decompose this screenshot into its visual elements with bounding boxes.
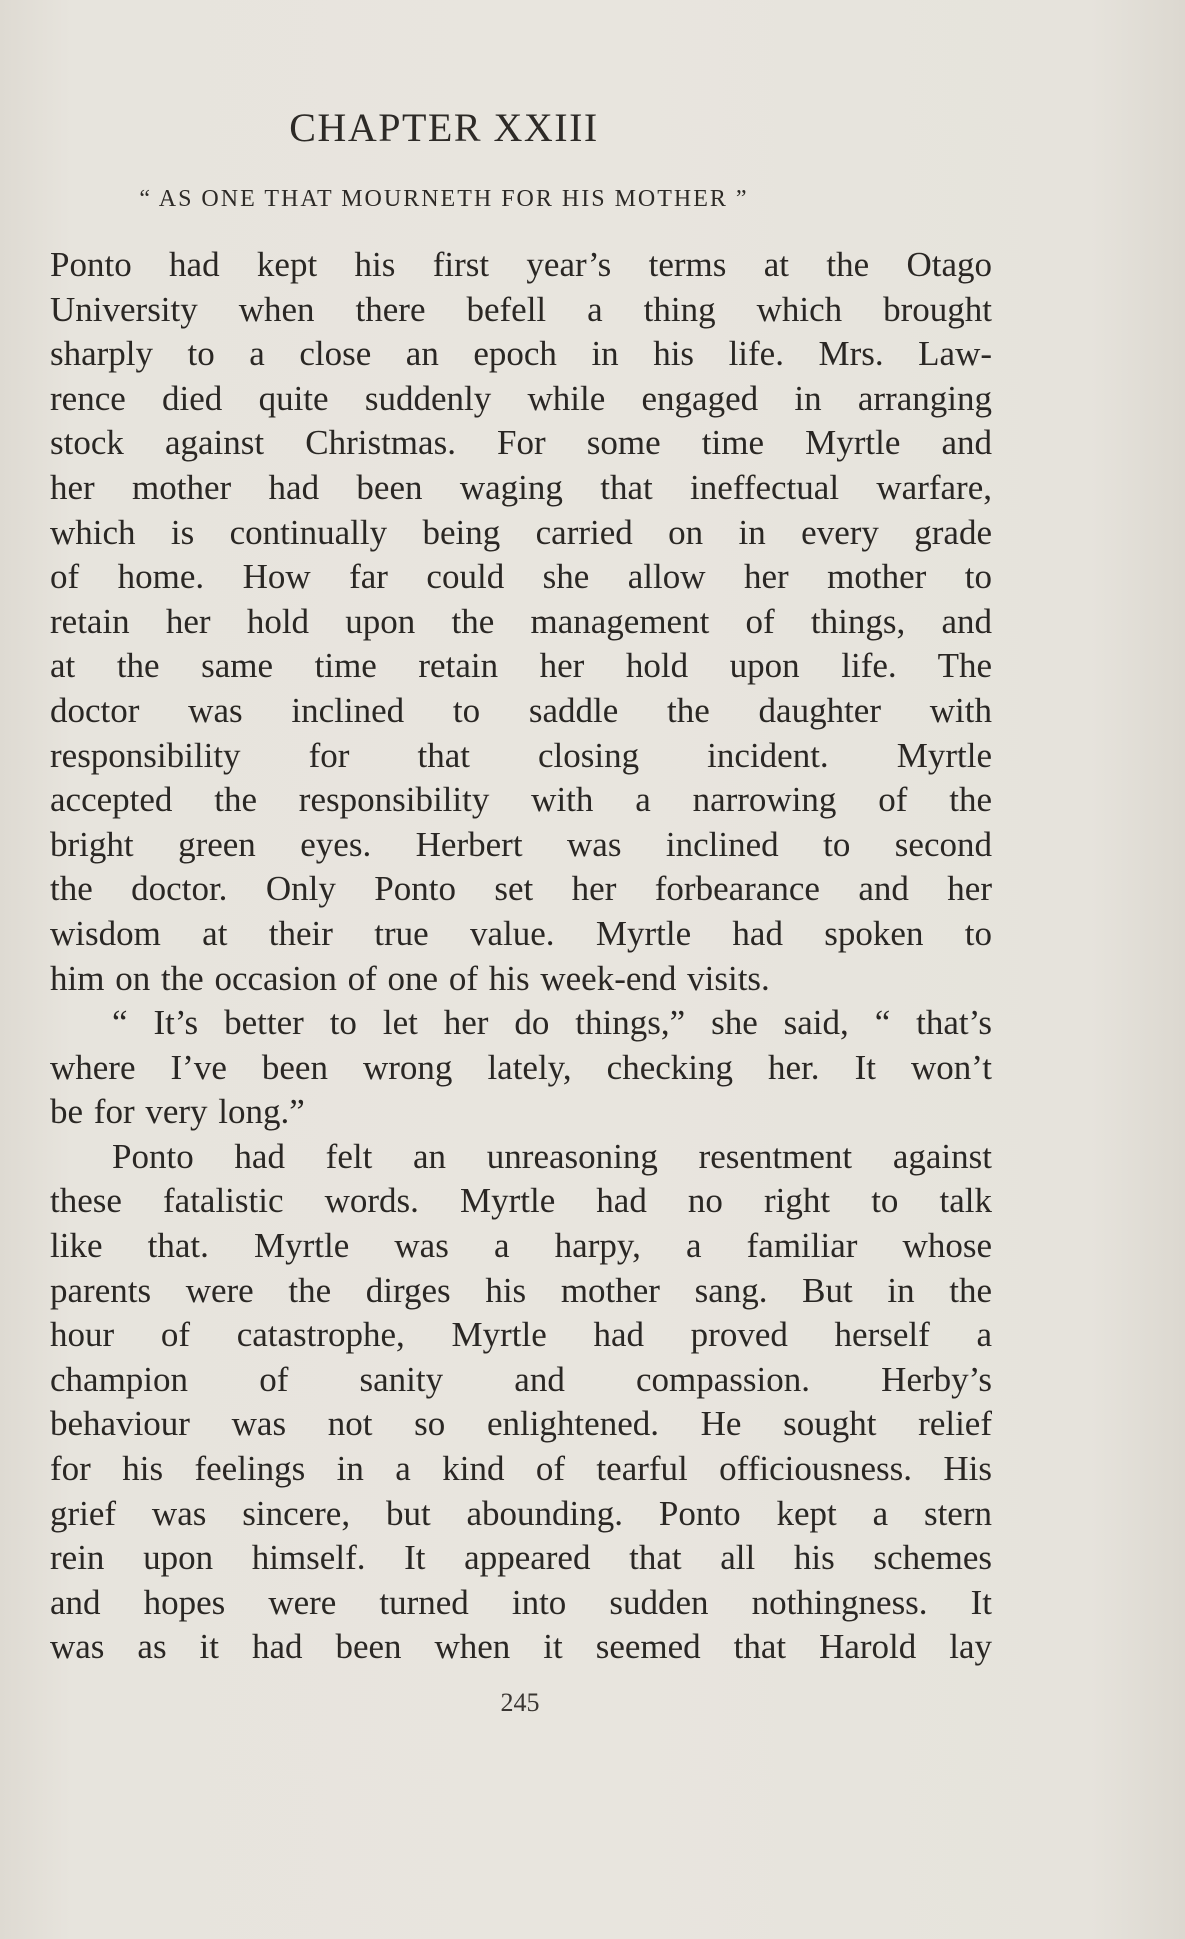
chapter-subtitle: “ AS ONE THAT MOURNETH FOR HIS MOTHER ” bbox=[139, 186, 749, 212]
text-line: grief was sincere, but abounding. Ponto kept a stern bbox=[50, 1493, 992, 1533]
text-line: parents were the dirges his mother sang. But in the bbox=[50, 1270, 992, 1310]
text-line: bright green eyes. Herbert was inclined to second bbox=[50, 824, 992, 864]
text-line: which is continually being carried on in every grade bbox=[50, 512, 992, 552]
text-line: hour of catastrophe, Myrtle had proved herself a bbox=[50, 1315, 992, 1355]
text-line: him on the occasion of one of his week-end visits. bbox=[50, 958, 770, 998]
text-line: rence died quite suddenly while engaged in arranging bbox=[50, 378, 992, 418]
text-line: retain her hold upon the management of things, and bbox=[50, 601, 992, 641]
text-line: and hopes were turned into sudden nothingness. It bbox=[50, 1582, 992, 1622]
text-line: responsibility for that closing incident. Myrtle bbox=[50, 735, 992, 775]
text-line: “ It’s better to let her do things,” she said, “ that’s bbox=[112, 1003, 992, 1043]
text-line: Ponto had kept his first year’s terms at the Otago bbox=[50, 245, 992, 284]
text-line: at the same time retain her hold upon life. The bbox=[50, 646, 992, 686]
text-line: behaviour was not so enlightened. He sought relief bbox=[50, 1404, 992, 1444]
text-line: doctor was inclined to saddle the daughter with bbox=[50, 690, 992, 730]
text-line: be for very long.” bbox=[50, 1092, 305, 1132]
text-line: University when there befell a thing which brought bbox=[50, 289, 992, 329]
text-line: the doctor. Only Ponto set her forbearance and her bbox=[50, 869, 992, 909]
chapter-title: CHAPTER XXIII bbox=[289, 105, 599, 150]
body-text bbox=[50, 243, 992, 1670]
text-line: for his feelings in a kind of tearful officiousness. His bbox=[50, 1449, 992, 1489]
text-line: wisdom at their true value. Myrtle had spoken to bbox=[50, 913, 992, 953]
text-line: Ponto had felt an unreasoning resentment against bbox=[112, 1136, 992, 1176]
text-line: champion of sanity and compassion. Herby’s bbox=[50, 1359, 992, 1399]
text-line: was as it had been when it seemed that Harold lay bbox=[50, 1627, 992, 1667]
text-line: accepted the responsibility with a narrowing of the bbox=[50, 780, 992, 820]
text-line: these fatalistic words. Myrtle had no right to talk bbox=[50, 1181, 992, 1221]
text-line: where I’ve been wrong lately, checking her. It won’t bbox=[50, 1047, 992, 1087]
text-line: stock against Christmas. For some time Myrtle and bbox=[50, 423, 992, 463]
text-line: rein upon himself. It appeared that all his schemes bbox=[50, 1538, 992, 1578]
page-number: 245 bbox=[500, 1688, 540, 1717]
text-line: her mother had been waging that ineffectual warfare, bbox=[50, 467, 992, 507]
text-line: sharply to a close an epoch in his life. Mrs. Law- bbox=[50, 334, 992, 374]
text-line: like that. Myrtle was a harpy, a familiar whose bbox=[50, 1226, 992, 1266]
text-line: of home. How far could she allow her mother to bbox=[50, 557, 992, 597]
